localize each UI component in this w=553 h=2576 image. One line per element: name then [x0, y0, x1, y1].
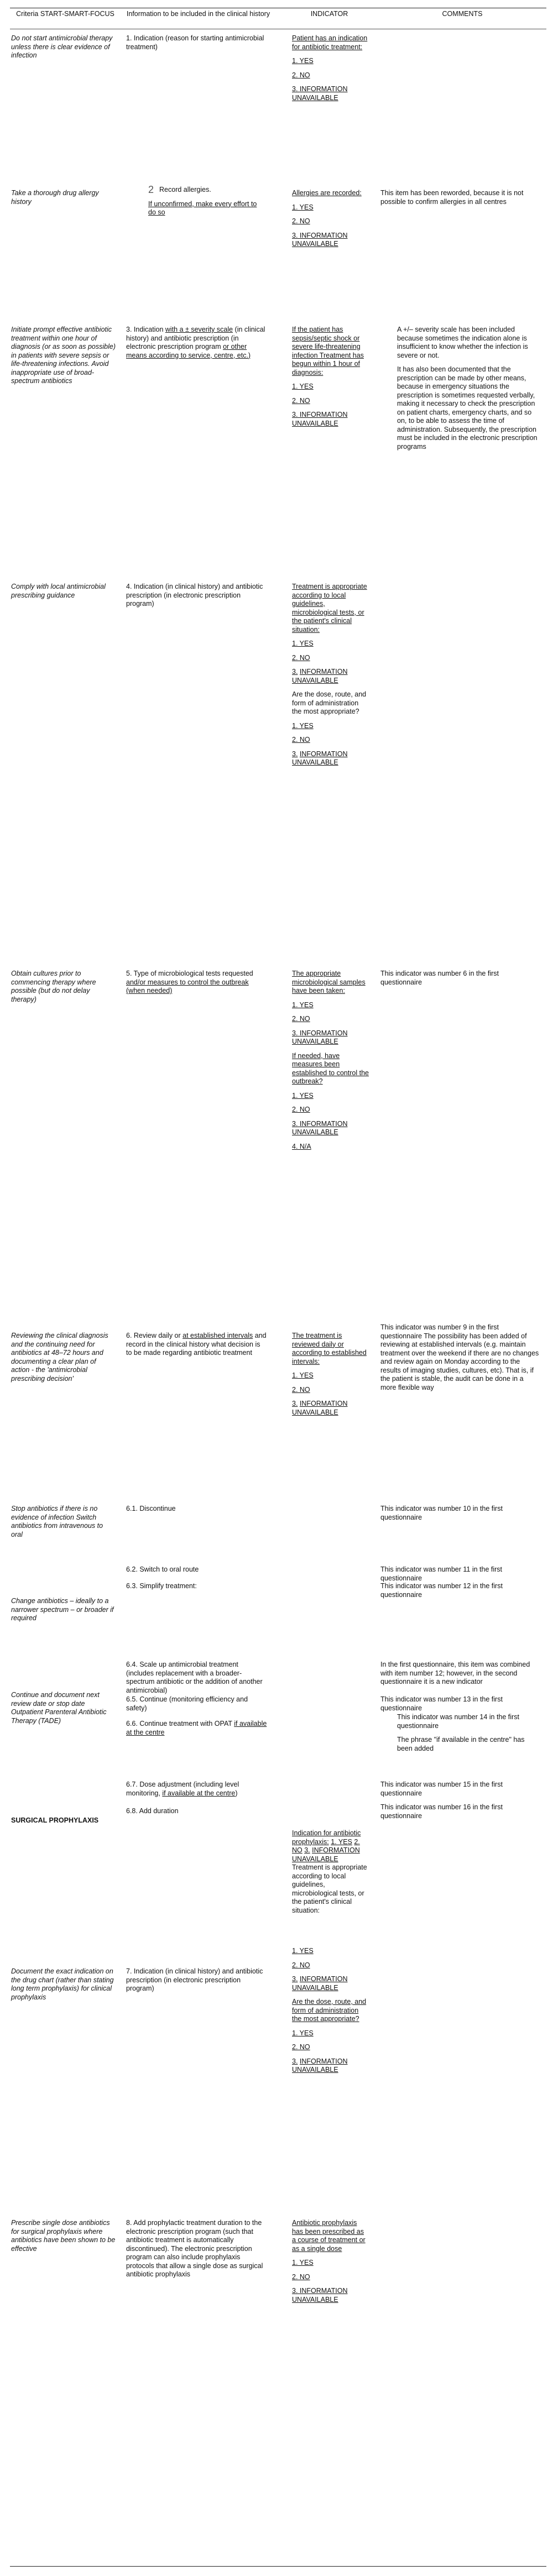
answer-unavailable-2: UNAVAILABLE	[292, 93, 338, 102]
answer-yes: 1. YES	[292, 2259, 314, 2266]
indicator-r6	[292, 1332, 369, 1417]
answer-no: 2. NO	[292, 1106, 310, 1113]
information-text-a: 6.7. Dose adjustment (including level monitoring,	[126, 1781, 239, 1797]
header-indicator: INDICATOR	[310, 10, 348, 18]
answer-unavailable-num: 3.	[292, 668, 298, 676]
answer-unavailable-1: INFORMATION	[299, 1119, 348, 1128]
indicator-text: If the patient has sepsis/septic shock or severe life-threatening infection Treatment has begun within 1 hour of diagnosis:	[292, 326, 364, 376]
comment-text: A +/– severity scale has been included because sometimes the indication alone is insufficient to know whether the infection is severe or not.	[397, 326, 528, 359]
answer-unavailable-1: INFORMATION	[299, 85, 348, 93]
comment-r8: This indicator was number 11 in the first questionnaire	[380, 1566, 503, 1582]
answer-no: 2. NO	[292, 2273, 310, 2281]
answer-no: 2. NO	[292, 396, 310, 405]
answer-yes: 1. YES	[292, 57, 314, 65]
comment-text-2: The possibility has been added of reviewing at established intervals (e.g. maintain treatment over the weekend if there are no changes and review again on Monday according to the results of imaging studies, cultures, etc). That is, if the patient is stable, the audit can be done in a more flexible way	[380, 1332, 539, 1391]
answer-unavailable-2: UNAVAILABLE	[292, 2295, 338, 2303]
answer-unavailable-2: UNAVAILABLE	[292, 419, 338, 427]
information-text-b: and/or measures to control the outbreak (when needed)	[126, 978, 249, 994]
answer-no: 2. NO	[292, 71, 310, 79]
information-text-b: with a ± severity scale	[165, 326, 233, 333]
indicator-r16	[292, 1947, 369, 2075]
audit-table	[10, 8, 546, 2567]
answer-unavailable-num: 3.	[292, 411, 298, 418]
answer-no: 2. NO	[292, 1015, 310, 1023]
information-r4: 4. Indication (in clinical history) and antibiotic prescription (in electronic prescription program)	[126, 583, 263, 608]
answer-unavailable-2: UNAVAILABLE	[292, 1408, 338, 1416]
comment-text-2: The phrase "if available in the centre" has been added	[397, 1736, 525, 1752]
information-text-c: (in clinical history) and antibiotic prescription (in electronic prescription program	[126, 326, 265, 350]
answer-unavailable-1: INFORMATION	[299, 1975, 348, 1983]
criteria-r17: Prescribe single dose antibiotics for surgical prophylaxis where antibiotics have been shown to be effective	[11, 2219, 116, 2253]
information-r8: 6.2. Switch to oral route	[126, 1566, 199, 1573]
criteria-r7: Stop antibiotics if there is no evidence of infection Switch antibiotics from intravenous to oral	[11, 1505, 103, 1538]
section-surgical-prophylaxis: SURGICAL PROPHYLAXIS	[11, 1816, 99, 1824]
information-r14: 6.8. Add duration	[126, 1807, 179, 1815]
information-text-a: 6. Review daily or	[126, 1332, 183, 1339]
answer-unavailable-2: UNAVAILABLE	[292, 1038, 338, 1045]
answer-no: 2. NO	[292, 2043, 310, 2051]
comment-r10: In the first questionnaire, this item was combined with item number 12; however, in the second questionnaire it is a new indicator	[380, 1661, 530, 1685]
information-r16: 7. Indication (in clinical history) and antibiotic prescription (in electronic prescription program)	[126, 1967, 263, 1992]
information-r12	[126, 1720, 267, 1737]
answer-yes: 1. YES	[292, 203, 314, 211]
answer-unavailable-1: INFORMATION	[299, 2057, 348, 2065]
answer-unavailable-num: 3.	[292, 750, 298, 758]
indicator-r3	[292, 326, 369, 428]
indicator-text-2: Treatment is appropriate according to local guidelines, microbiological tests, or the patient's clinical situation:	[292, 1863, 367, 1914]
comment-r11: This indicator was number 13 in the first questionnaire	[380, 1695, 503, 1712]
indicator-r2	[292, 189, 369, 249]
comment-text: This indicator was number 14 in the first questionnaire	[397, 1713, 519, 1730]
criteria-r4: Comply with local antimicrobial prescribing guidance	[11, 583, 106, 599]
information-text-b: if available at the centre	[126, 1720, 267, 1736]
criteria-r5: Obtain cultures prior to commencing therapy where possible (but do not delay therapy)	[11, 970, 96, 1003]
information-r6	[126, 1332, 267, 1358]
header-criteria: Criteria START-SMART-FOCUS	[16, 10, 114, 18]
answer-yes: 1. YES	[292, 640, 314, 647]
answer-unavailable-1: INFORMATION	[299, 1029, 348, 1037]
information-r7: 6.1. Discontinue	[126, 1505, 176, 1512]
answer-na: 4. N/A	[292, 1142, 311, 1150]
answer-unavailable-2: UNAVAILABLE	[292, 2066, 338, 2074]
indicator-text: The appropriate microbiological samples have been taken:	[292, 970, 366, 994]
indicator-r5	[292, 970, 369, 1151]
comment-text-2: It has also been documented that the prescription can be made by other means, because in emergency situations the prescription is sometimes requested verbally, making it necessary to check the prescription on patient charts, emergency charts, and so on, to be able to assess the time of administration. Subsequently, the prescription must be included in the electronic prescription programs	[397, 365, 538, 451]
answer-yes: 1. YES	[292, 2029, 314, 2037]
criteria-r9: Change antibiotics – ideally to a narrower spectrum – or broader if required	[11, 1597, 114, 1622]
indicator-r17	[292, 2219, 369, 2304]
information-r10: 6.4. Scale up antimicrobial treatment (includes replacement with a broader-spectrum antibiotic or the addition of another antimicrobial)	[126, 1661, 263, 1694]
answer-unavailable-2: UNAVAILABLE	[292, 758, 338, 766]
comment-r3	[397, 326, 541, 451]
answer-unavailable-num: 3.	[292, 85, 298, 93]
criteria-r6: Reviewing the clinical diagnosis and the continuing need for antibiotics at 48–72 hours and documenting a clear plan of action - the 'antimicrobial prescribing decision'	[11, 1332, 108, 1383]
comment-r2: This item has been reworded, because it is not possible to confirm allergies in all centres	[380, 189, 524, 206]
answer-yes: 1. YES	[292, 383, 314, 390]
information-r9: 6.3. Simplify treatment:	[126, 1582, 197, 1590]
information-r5	[126, 970, 267, 996]
information-text-a: 3. Indication	[126, 326, 165, 333]
information-r13	[126, 1781, 267, 1798]
answer-unavailable-num: 3.	[292, 231, 298, 239]
answer-unavailable-2: UNAVAILABLE	[292, 1983, 338, 1992]
criteria-r16: Document the exact indication on the drug chart (rather than stating long term prophylaxis) for clinical prophylaxis	[11, 1967, 114, 2001]
information-r11: 6.5. Continue (monitoring efficiency and safety)	[126, 1695, 248, 1712]
information-text-c: and record in the clinical history what decision is to be made regarding antibiotic treatment	[126, 1332, 267, 1357]
comment-r6	[380, 1323, 541, 1392]
indicator-text: Antibiotic prophylaxis has been prescribed as a course of treatment or as a single dose	[292, 2219, 366, 2253]
information-r1: 1. Indication (reason for starting antimicrobial treatment)	[126, 34, 264, 51]
indicator-text-2: If needed, have measures been established to control the outbreak?	[292, 1051, 369, 1085]
answer-unavailable-1: INFORMATION	[299, 2287, 348, 2295]
header-comments: COMMENTS	[442, 10, 483, 18]
answer-no: 2. NO	[292, 653, 310, 662]
indicator-text: Treatment is appropriate according to local guidelines, microbiological tests, or the patient's clinical situation:	[292, 583, 367, 633]
indicator-r15	[292, 1829, 369, 1915]
criteria-r1: Do not start antimicrobial therapy unless there is clear evidence of infection	[11, 34, 113, 59]
comment-r12	[397, 1713, 541, 1753]
answer-unavailable-num: 3.	[304, 1846, 310, 1854]
answer-unavailable-1: INFORMATION	[299, 231, 348, 239]
indicator-text: Indication for antibiotic prophylaxis:	[292, 1829, 361, 1846]
answer-unavailable-1: INFORMATION	[299, 1400, 348, 1407]
comment-r13: This indicator was number 15 in the first questionnaire	[380, 1781, 503, 1797]
answer-yes: 1. YES	[331, 1837, 352, 1846]
answer-yes: 1. YES	[292, 1001, 314, 1009]
answer-unavailable-2: UNAVAILABLE	[292, 240, 338, 248]
comment-r5: This indicator was number 6 in the first questionnaire	[380, 970, 499, 986]
indicator-text: Allergies are recorded:	[292, 189, 362, 197]
answer-unavailable-1: INFORMATION	[299, 750, 348, 758]
answer-unavailable-num: 3.	[292, 2287, 298, 2295]
indicator-r1	[292, 34, 369, 102]
criteria-r11: Continue and document next review date or stop date Outpatient Parenteral Antibiotic Therapy (TADE)	[11, 1691, 107, 1725]
comment-r14: This indicator was number 16 in the first questionnaire	[380, 1803, 503, 1820]
comment-r9: This indicator was number 12 in the first questionnaire	[380, 1582, 503, 1599]
table-bottom-rule	[10, 2566, 546, 2567]
answer-unavailable-num: 3.	[292, 1400, 298, 1407]
criteria-r3: Initiate prompt effective antibiotic treatment within one hour of diagnosis (or as soon as possible) in patients with severe sepsis or life-threatening infections. Avoid inappropriate use of broad-spectrum antibiotics	[11, 326, 116, 385]
answer-yes: 1. YES	[292, 721, 314, 730]
information-text-b: if available at the centre	[162, 1789, 236, 1797]
answer-unavailable-2: UNAVAILABLE	[292, 1128, 338, 1136]
answer-unavailable-num: 3.	[292, 1029, 298, 1037]
information-text-b: at established intervals	[182, 1332, 253, 1339]
header-information: Information to be included in the clinical history	[126, 10, 270, 18]
information-text-c: )	[235, 1789, 238, 1797]
answer-no: 2. NO	[292, 736, 310, 744]
indicator-text: The treatment is reviewed daily or according to established intervals:	[292, 1332, 367, 1365]
information-r17: 8. Add prophylactic treatment duration to the electronic prescription program (such that antibiotic treatment is automatically discontinued). The electronic prescription program can also include prophylaxis protocols that allow a single dose as surgical antibiotic prophylaxis	[126, 2219, 263, 2278]
answer-no: 2. NO	[292, 1961, 310, 1969]
answer-unavailable-2: UNAVAILABLE	[292, 1855, 338, 1863]
answer-unavailable-num: 3.	[292, 1119, 298, 1128]
indicator-r4	[292, 583, 369, 767]
information-text-a: 6.6. Continue treatment with OPAT	[126, 1720, 234, 1727]
answer-unavailable-num: 3.	[292, 2057, 298, 2065]
comment-r7: This indicator was number 10 in the first questionnaire	[380, 1505, 503, 1521]
comment-text: This indicator was number 9 in the first questionnaire	[380, 1323, 499, 1340]
answer-no: 2. NO	[292, 217, 310, 225]
answer-unavailable-1: INFORMATION	[312, 1846, 360, 1854]
answer-unavailable-num: 3.	[292, 1975, 298, 1983]
information-text-2: If unconfirmed, make every effort to do so	[148, 200, 257, 217]
criteria-r2: Take a thorough drug allergy history	[11, 189, 99, 206]
information-text-d: or other means according to service, centre, etc.)	[126, 343, 251, 359]
answer-yes: 1. YES	[292, 1371, 314, 1379]
information-text-a: 5. Type of microbiological tests requested	[126, 970, 253, 977]
indicator-text-2: Are the dose, route, and form of administration the most appropriate?	[292, 690, 367, 715]
information-text: Record allergies.	[159, 186, 211, 194]
item-number: 2	[148, 184, 154, 195]
answer-unavailable-2: UNAVAILABLE	[292, 676, 338, 684]
answer-no: 2. NO	[292, 1385, 310, 1394]
answer-yes: 1. YES	[292, 1091, 314, 1099]
indicator-text: Are the dose, route, and form of administration the most appropriate?	[292, 1998, 367, 2023]
answer-unavailable-1: INFORMATION	[299, 411, 348, 418]
indicator-text: Patient has an indication for antibiotic treatment:	[292, 34, 368, 51]
information-r3	[126, 326, 267, 360]
information-r2	[148, 186, 264, 217]
answer-unavailable-1: INFORMATION	[299, 668, 348, 676]
answer-yes: 1. YES	[292, 1947, 314, 1955]
answer-no: 2. NO	[292, 1837, 360, 1854]
